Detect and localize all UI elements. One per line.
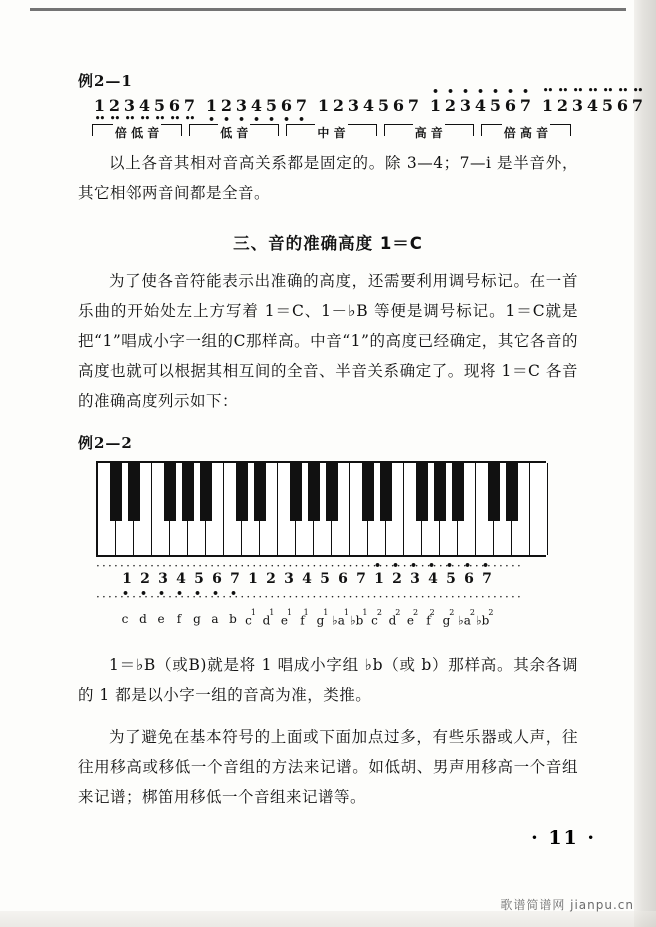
notation-group: [204, 97, 309, 114]
piano-jianpu-digit: 4 •: [172, 571, 190, 588]
notation-digit: • 2: [443, 97, 458, 114]
notation-digit: 5 •: [264, 97, 279, 114]
piano-pitch-letter: $c^2$: [371, 608, 382, 628]
notation-digit: 6: [392, 96, 405, 115]
paragraph-2: 为了使各音符能表示出准确的高度，还需要利用调号标记。在一首乐曲的开始处左上方写着 1＝C、1－♭B 等便是调号标记。1＝C就是把“1”唱成小字一组的C那样高。中音“1”的高度已经确定，其它各音的高度也就可以根据其相互间的全音、半音关系确定了。现将 1＝C 各音的准确高度列示如下：: [78, 272, 578, 410]
piano-black-key: [416, 463, 428, 521]
piano-jianpu-digit: 7 •: [226, 571, 244, 588]
piano-black-key: [182, 463, 194, 521]
piano-black-key: [110, 463, 122, 521]
notation-digit: •• 1: [540, 97, 555, 114]
page-number: · 11 ·: [531, 827, 596, 849]
piano-black-key: [452, 463, 464, 521]
notation-digit: •• 2: [555, 97, 570, 114]
piano-pitch-letter: f: [176, 612, 182, 626]
notation-digit: • 5: [488, 97, 503, 114]
piano-keyboard: [96, 461, 546, 557]
example-2-label: 例2—2: [78, 434, 133, 452]
notation-brace: 倍 低 音: [92, 124, 182, 136]
piano-pitch-letter: $e^2$: [406, 608, 419, 628]
notation-digit: •• 5: [600, 97, 615, 114]
notation-brace: 倍 高 音: [481, 124, 571, 136]
piano-pitch-letter: $♭b^1$: [350, 608, 368, 628]
piano-pitch-letter: $♭b^2$: [476, 608, 494, 628]
notation-digit: 4 ••: [137, 97, 152, 114]
piano-black-key: [200, 463, 212, 521]
notation-digit: •• 7: [630, 97, 645, 114]
piano-black-key: [164, 463, 176, 521]
piano-pitch-letter: b: [229, 612, 237, 626]
piano-pitch-letter: $g^1$: [316, 608, 329, 628]
piano-dot-rule-bottom: ·······································································: [96, 590, 524, 604]
paragraph-3: 1＝♭B（或B)就是将 1 唱成小字组 ♭b（或 b）那样高。其余各调的 1 都是以小字一组的音高为准，类推。: [78, 656, 578, 705]
piano-pitch-letter: $f^2$: [426, 608, 435, 628]
piano-jianpu-digit: 6: [338, 571, 348, 587]
piano-jianpu-digit: • 7: [478, 571, 496, 588]
notation-digit: 2 •: [219, 97, 234, 114]
notation-brace: 中 音: [286, 124, 376, 136]
notation-digit: 7: [407, 96, 420, 115]
notation-group: [316, 97, 421, 114]
piano-jianpu-digit: 5 •: [190, 571, 208, 588]
piano-jianpu-digit: 2 •: [136, 571, 154, 588]
paragraph-4: 为了避免在基本符号的上面或下面加点过多，有些乐器或人声，往往用移高或移低一个音组的方法来记谱。如低胡、男声用移高一个音组来记谱；梆笛用移低一个音组来记谱等。: [78, 728, 578, 807]
piano-jianpu-digit: • 4: [424, 571, 442, 588]
notation-digit: 7 •: [294, 97, 309, 114]
piano-black-key: [362, 463, 374, 521]
piano-jianpu-digit: 7: [356, 571, 366, 587]
piano-jianpu-digit: 1: [248, 571, 258, 587]
notation-digit: 1 •: [204, 97, 219, 114]
piano-pitch-letter: $f^1$: [300, 608, 309, 628]
notation-digit: •• 4: [585, 97, 600, 114]
piano-pitch-letter: $c^1$: [245, 608, 256, 628]
notation-digit: • 7: [518, 97, 533, 114]
paragraph-1: 以上各音其相对音高关系都是固定的。除 3—4；7—i 是半音外，其它相邻两音间都是全音。: [78, 154, 578, 202]
notation-digit: • 4: [473, 97, 488, 114]
notation-digit: •• 3: [570, 97, 585, 114]
notation-digit: 6 ••: [167, 97, 182, 114]
example-1-label: 例2—1: [78, 72, 133, 90]
example-1-notation: [92, 96, 644, 140]
piano-jianpu-digit: 3 •: [154, 571, 172, 588]
piano-black-key: [506, 463, 518, 521]
notation-brace-row: [92, 124, 578, 140]
piano-black-key: [254, 463, 266, 521]
notation-digit: 3 ••: [122, 97, 137, 114]
piano-pitch-letter: $♭a^1$: [332, 608, 349, 628]
piano-white-key: [530, 463, 548, 555]
page-top-rule: [30, 8, 626, 11]
notation-brace: 高 音: [384, 124, 474, 136]
piano-pitch-letter: c: [121, 612, 129, 626]
notation-digit: 5 ••: [152, 97, 167, 114]
piano-pitch-letter: $d^2$: [388, 608, 401, 628]
piano-jianpu-digit: 6 •: [208, 571, 226, 588]
notation-digit: 7 ••: [182, 97, 197, 114]
piano-jianpu-digit: 2: [266, 571, 276, 587]
notation-digit: 2 ••: [107, 97, 122, 114]
piano-letter-row: [116, 608, 551, 628]
notation-digit: 5: [377, 96, 390, 115]
piano-pitch-letter: g: [193, 612, 201, 626]
notation-group: [540, 97, 645, 114]
section-heading: 三、音的准确高度 1＝C: [233, 234, 423, 253]
notation-group: [428, 97, 533, 114]
notation-digit: 4: [362, 96, 375, 115]
piano-black-key: [290, 463, 302, 521]
piano-jianpu-digit: 4: [302, 571, 312, 587]
piano-figure: [96, 461, 551, 628]
piano-black-key: [128, 463, 140, 521]
piano-black-key: [236, 463, 248, 521]
notation-brace: 低 音: [189, 124, 279, 136]
piano-jianpu-digit: • 1: [370, 571, 388, 588]
piano-jianpu-digit: • 6: [460, 571, 478, 588]
piano-pitch-letter: e: [157, 612, 165, 626]
piano-jianpu-digit: • 3: [406, 571, 424, 588]
notation-digit: 3: [347, 96, 360, 115]
scan-edge-bottom: [0, 911, 656, 927]
piano-pitch-letter: a: [211, 612, 219, 626]
page-content: [78, 70, 644, 812]
piano-black-key: [380, 463, 392, 521]
piano-black-key: [326, 463, 338, 521]
notation-digit: 6 •: [279, 97, 294, 114]
notation-digit: • 6: [503, 97, 518, 114]
piano-pitch-letter: $e^1$: [280, 608, 293, 628]
notation-group: [92, 97, 197, 114]
piano-jianpu-digit: • 5: [442, 571, 460, 588]
piano-jianpu-digit: • 2: [388, 571, 406, 588]
piano-jianpu-digit: 1 •: [118, 571, 136, 588]
notation-digit: 4 •: [249, 97, 264, 114]
piano-jianpu-digit: 3: [284, 571, 294, 587]
piano-black-key: [434, 463, 446, 521]
piano-dot-rule-top: ·······································································: [96, 559, 524, 573]
piano-jianpu-row: [118, 571, 551, 588]
piano-pitch-letter: d: [139, 612, 147, 626]
site-watermark: 歌谱简谱网 jianpu.cn: [500, 898, 634, 912]
scan-edge-right: [634, 0, 656, 927]
notation-number-row: [92, 96, 644, 115]
notation-digit: 2: [332, 96, 345, 115]
piano-pitch-letter: $g^2$: [442, 608, 455, 628]
notation-digit: 1: [317, 96, 330, 115]
piano-black-key: [488, 463, 500, 521]
notation-digit: • 3: [458, 97, 473, 114]
notation-digit: •• 6: [615, 97, 630, 114]
notation-digit: 3 •: [234, 97, 249, 114]
notation-digit: 1 ••: [92, 97, 107, 114]
piano-pitch-letter: $d^1$: [262, 608, 275, 628]
piano-pitch-letter: $♭a^2$: [458, 608, 475, 628]
notation-digit: • 1: [428, 97, 443, 114]
piano-jianpu-digit: 5: [320, 571, 330, 587]
piano-black-key: [308, 463, 320, 521]
